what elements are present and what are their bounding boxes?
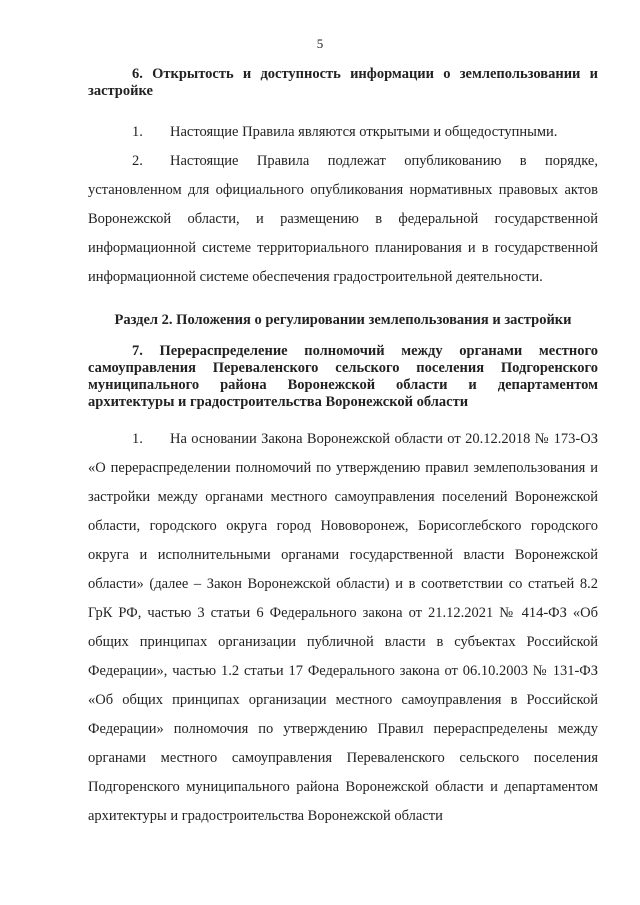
- section-6-item-1: [88, 118, 598, 147]
- page-number: 5: [316, 36, 324, 51]
- item-number: 1.: [132, 431, 143, 447]
- section-7-item-1: [88, 425, 598, 831]
- item-text: На основании Закона Воронежской области от 20.12.2018 № 173-ОЗ «О перераспределении полномочий по утверждению правил землепользования и застройки между органами местного самоуправления поселений Воронежской области, городского округа город Нововоронеж, Борисоглебского городского округа и исполнительными органами государственной власти Воронежской области» (далее – Закон Воронежской области) и в соответствии со статьей 8.2 ГрК РФ, частью 3 статьи 6 Федерального закона от 21.12.2021 № 414-ФЗ «Об общих принципах организации публичной власти в субъектах Российской Федерации», частью 1.2 статьи 17 Федерального закона от 06.10.2003 № 131-ФЗ «Об общих принципах организации местного самоуправления в Российской Федерации» полномочия по утверждению Правил перераспределены между органами местного самоуправления Переваленского сельского поселения Подгоренского муниципального района Воронежской области и департаментом архитектуры и градостроительства Воронежской области: [88, 431, 598, 824]
- item-number: 1.: [132, 124, 143, 140]
- item-text: Настоящие Правила подлежат опубликованию в порядке, установленном для официального опубликования нормативных правовых актов Воронежской области, и размещению в федеральной государственной информационной системе территориального планирования и в государственной информационной системе обеспечения градостроительной деятельности.: [88, 153, 598, 285]
- section-7-heading: 7. Перераспределение полномочий между органами местного самоуправления Переваленского сельского поселения Подгоренского муниципального района Воронежской области и департаментом архитектуры и градостроительства Воронежской области: [88, 343, 598, 410]
- page-content: [88, 66, 598, 831]
- item-text: Настоящие Правила являются открытыми и общедоступными.: [170, 124, 558, 140]
- section-6-item-2: [88, 147, 598, 292]
- part-2-heading: Раздел 2. Положения о регулировании землепользования и застройки: [114, 312, 572, 328]
- item-number: 2.: [132, 153, 143, 169]
- section-6-heading: 6. Открытость и доступность информации о землепользовании и застройке: [88, 66, 598, 99]
